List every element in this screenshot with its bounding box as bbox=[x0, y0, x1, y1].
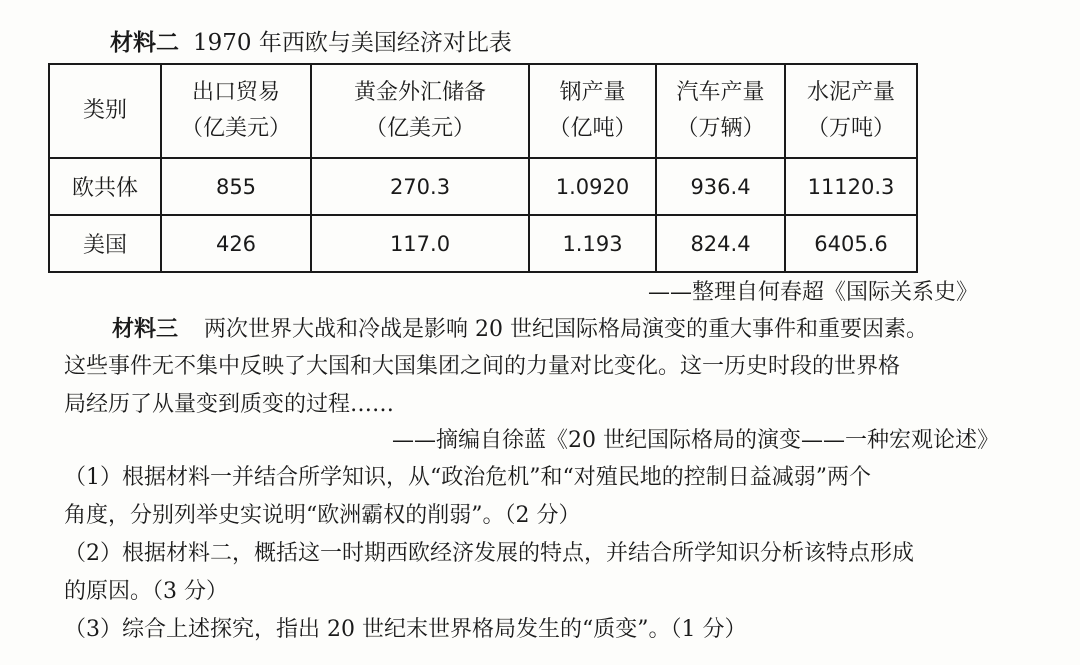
material2-heading bbox=[110, 28, 512, 59]
material3-text: 两次世界大战和冷战是影响 20 世纪国际格局演变的重大事件和重要因素。 bbox=[204, 317, 928, 342]
material3-line1 bbox=[112, 314, 928, 345]
economy-comparison-table bbox=[48, 63, 918, 273]
row-label: 美国 bbox=[49, 215, 161, 272]
table-cell: 11120.3 bbox=[785, 158, 917, 215]
table-source: ——整理自何春超《国际关系史》 bbox=[648, 280, 979, 305]
table-cell: 117.0 bbox=[311, 215, 529, 272]
question-1-line2: 角度，分别列举史实说明“欧洲霸权的削弱”。（2 分） bbox=[64, 503, 581, 528]
header-cars: 汽车产量 （万辆） bbox=[656, 64, 785, 158]
table-cell: 855 bbox=[161, 158, 311, 215]
table-row bbox=[49, 158, 917, 215]
table-row bbox=[49, 215, 917, 272]
table-cell: 824.4 bbox=[656, 215, 785, 272]
material3-source: ——摘编自徐蓝《20 世纪国际格局的演变——一种宏观论述》 bbox=[392, 428, 999, 453]
material3-label: 材料三 bbox=[112, 316, 179, 342]
header-cement: 水泥产量 （万吨） bbox=[785, 64, 917, 158]
material3-line2: 这些事件无不集中反映了大国和大国集团之间的力量对比变化。这一历史时段的世界格 bbox=[64, 354, 901, 379]
header-steel: 钢产量 （亿吨） bbox=[529, 64, 656, 158]
table-cell: 6405.6 bbox=[785, 215, 917, 272]
question-1-line1: （1）根据材料一并结合所学知识，从“政治危机”和“对殖民地的控制日益减弱”两个 bbox=[64, 465, 871, 490]
material2-label: 材料二 bbox=[110, 29, 179, 56]
material3-line3: 局经历了从量变到质变的过程…… bbox=[64, 392, 395, 417]
table-cell: 936.4 bbox=[656, 158, 785, 215]
header-reserves: 黄金外汇储备 （亿美元） bbox=[311, 64, 529, 158]
table-cell: 1.193 bbox=[529, 215, 656, 272]
question-2-line2: 的原因。（3 分） bbox=[64, 579, 228, 604]
table-header-row bbox=[49, 64, 917, 158]
table-cell: 270.3 bbox=[311, 158, 529, 215]
header-export: 出口贸易 （亿美元） bbox=[161, 64, 311, 158]
header-category: 类别 bbox=[49, 64, 161, 158]
row-label: 欧共体 bbox=[49, 158, 161, 215]
table-cell: 426 bbox=[161, 215, 311, 272]
material2-title: 1970 年西欧与美国经济对比表 bbox=[193, 30, 512, 56]
question-2-line1: （2）根据材料二，概括这一时期西欧经济发展的特点，并结合所学知识分析该特点形成 bbox=[64, 541, 914, 566]
question-3-line1: （3）综合上述探究，指出 20 世纪末世界格局发生的“质变”。（1 分） bbox=[64, 617, 747, 642]
table-cell: 1.0920 bbox=[529, 158, 656, 215]
